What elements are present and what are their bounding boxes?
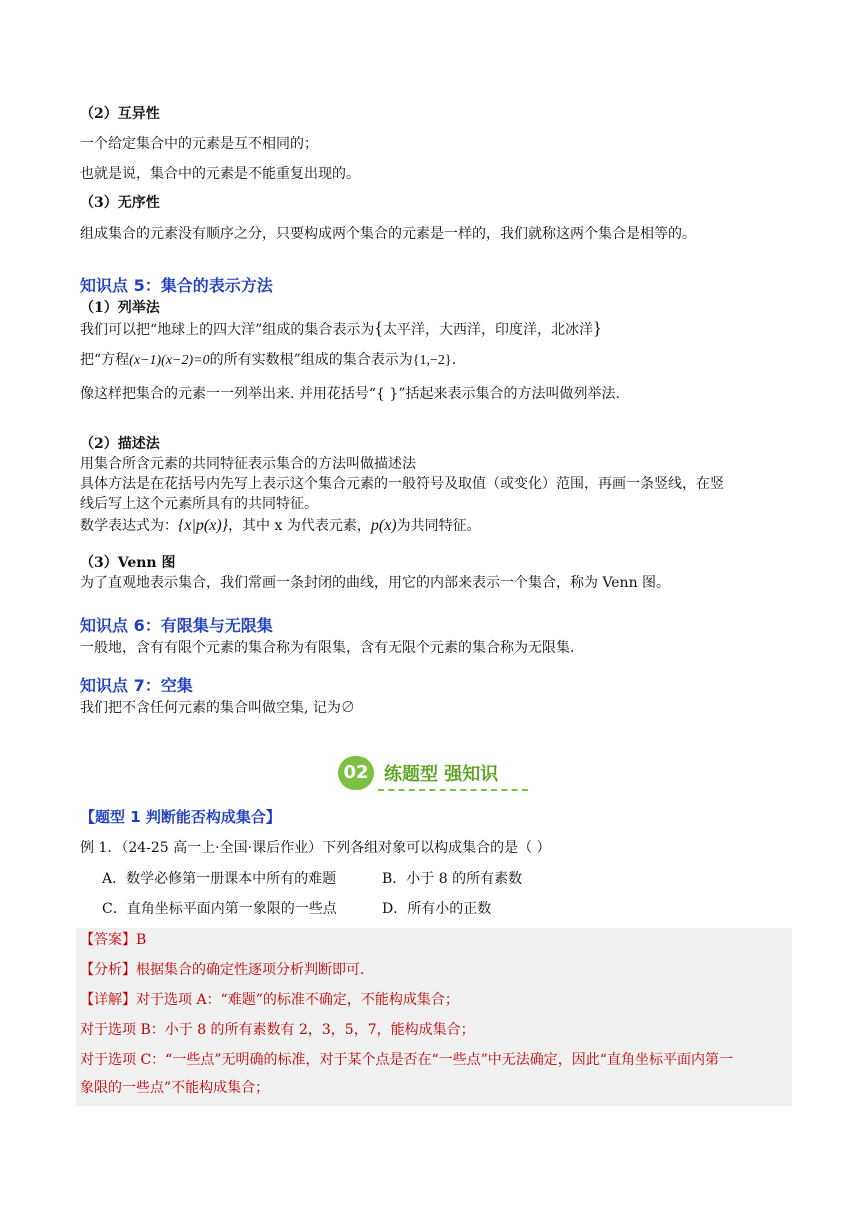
kp6-heading: 知识点 6：有限集与无限集 <box>80 616 273 635</box>
set-brace-open: { <box>374 318 383 338</box>
distinctness-heading: （2）互异性 <box>80 106 160 122</box>
enumeration-text-2 <box>80 350 456 371</box>
kp5-heading: 知识点 5：集合的表示方法 <box>80 276 273 295</box>
question-type-heading: 【题型 1 判断能否构成集合】 <box>80 808 281 826</box>
kp7-text-1: 我们把不含任何元素的集合叫做空集, 记为∅ <box>80 700 355 716</box>
roots-set: {1,−2} <box>412 353 452 368</box>
detail-line-2: 对于选项 B：小于 8 的所有素数有 2，3，5，7，能构成集合； <box>80 1022 475 1038</box>
enumeration-text-1-prefix: 我们可以把“地球上的四大洋”组成的集合表示为 <box>80 322 375 338</box>
section-dashed-rule <box>378 789 528 791</box>
venn-text-1: 为了直观地表示集合，我们常画一条封闭的曲线，用它的内部来表示一个集合，称为 Venn 图。 <box>80 575 671 591</box>
answer-line: 【答案】B <box>80 932 147 948</box>
option-b: B．小于 8 的所有素数 <box>382 871 523 887</box>
property-expression: p(x) <box>370 517 397 534</box>
enumeration-heading: （1）列举法 <box>80 300 160 316</box>
description-text-4-prefix: 数学表达式为： <box>80 518 178 534</box>
section-title: 练题型 强知识 <box>384 764 499 785</box>
enumeration-text-2-mid: 的所有实数根”组成的集合表示为 <box>209 352 413 368</box>
enumeration-text-2-prefix: 把“方程 <box>80 352 130 368</box>
description-text-4 <box>80 516 481 536</box>
unordered-text-1: 组成集合的元素没有顺序之分，只要构成两个集合的元素是一样的，我们就称这两个集合是相等的。 <box>80 226 696 242</box>
detail-line-1: 【详解】对于选项 A：“难题”的标准不确定，不能构成集合； <box>80 992 459 1008</box>
enumeration-text-1 <box>80 318 602 340</box>
equation: (x−1)(x−2)=0 <box>129 353 210 368</box>
description-text-2: 具体方法是在花括号内先写上表示这个集合元素的一般符号及取值（或变化）范围，再画一条竖线，在竖 <box>80 476 724 492</box>
detail-line-4: 象限的一些点”不能构成集合； <box>80 1080 270 1096</box>
detail-line-3: 对于选项 C：“一些点”无明确的标准，对于某个点是否在“一些点”中无法确定，因此“直角坐标平面内第一 <box>80 1052 733 1068</box>
kp6-text-1: 一般地，含有有限个元素的集合称为有限集，含有无限个元素的集合称为无限集. <box>80 640 575 656</box>
venn-heading: （3）Venn 图 <box>80 555 176 571</box>
option-c: C．直角坐标平面内第一象限的一些点 <box>102 901 337 917</box>
kp7-heading: 知识点 7：空集 <box>80 676 193 695</box>
section-banner <box>338 754 528 794</box>
set-builder-expression: {x|p(x)} <box>178 517 229 534</box>
four-oceans-set: 太平洋，大西洋，印度洋，北冰洋 <box>382 322 593 338</box>
analysis-line: 【分析】根据集合的确定性逐项分析判断即可. <box>80 962 365 978</box>
enumeration-text-3: 像这样把集合的元素一一列举出来. 并用花括号“{ }”括起来表示集合的方法叫做列举法. <box>80 386 620 402</box>
section-number-badge: 02 <box>338 756 374 790</box>
distinctness-text-1: 一个给定集合中的元素是互不相同的； <box>80 136 318 152</box>
enumeration-text-2-end: . <box>451 352 457 368</box>
description-text-1: 用集合所含元素的共同特征表示集合的方法叫做描述法 <box>80 456 416 472</box>
distinctness-text-2: 也就是说，集合中的元素是不能重复出现的。 <box>80 166 360 182</box>
description-text-3: 线后写上这个元素所具有的共同特征。 <box>80 496 318 512</box>
example-question: 例 1．（24-25 高一上·全国·课后作业）下列各组对象可以构成集合的是（ ） <box>80 840 551 856</box>
description-heading: （2）描述法 <box>80 436 160 452</box>
option-d: D．所有小的正数 <box>382 901 492 917</box>
option-a: A．数学必修第一册课本中所有的难题 <box>102 871 337 887</box>
unordered-heading: （3）无序性 <box>80 195 160 211</box>
set-brace-close: } <box>592 318 602 338</box>
description-text-4-mid: ，其中 x 为代表元素， <box>228 518 371 534</box>
description-text-4-end: 为共同特征。 <box>396 518 481 534</box>
